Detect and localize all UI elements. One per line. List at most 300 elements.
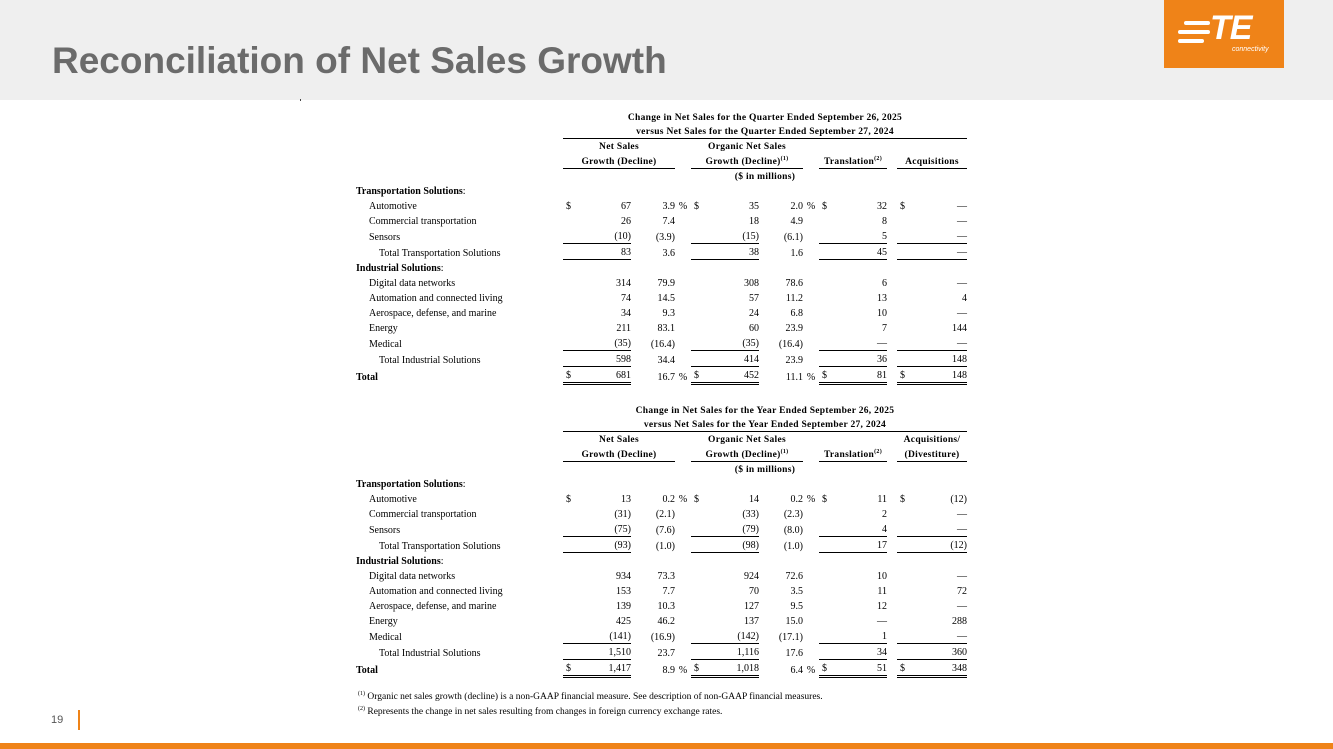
dollar-sign [691,613,701,628]
organic-value: (142) [701,628,759,644]
organic-percent: 2.0 [790,201,803,212]
section-colon: : [462,186,466,197]
percent-sign [675,290,691,305]
net-sales-percent: 46.2 [657,616,675,627]
dollar-sign [819,213,829,228]
spacer [675,432,691,447]
dollar-sign [691,228,701,244]
table-row [356,290,967,305]
organic-percent: 17.6 [785,647,803,659]
dollar-sign [819,583,829,598]
spacer [887,432,897,447]
table-row [356,521,967,537]
spacer [356,403,563,417]
organic-value: (98) [701,537,759,553]
translation-value: 8 [882,216,887,227]
spacer [356,110,563,124]
dollar-sign [819,275,829,290]
spacer [887,335,897,351]
translation-value: 5 [829,228,887,244]
table-title-line2: versus Net Sales for the Quarter Ended September 27, 2024 [563,124,967,139]
spacer [675,446,691,462]
organic-value: (15) [701,228,759,244]
organic-percent: (16.4) [778,338,803,350]
dollar-sign [819,644,829,660]
percent-sign [803,320,819,335]
row-label: Sensors [369,231,401,243]
translation-header [819,153,887,169]
row-label: Aerospace, defense, and marine [369,601,497,612]
acquisitions-value: — [907,244,967,260]
dollar-sign: $ [897,660,907,677]
dollar-sign [691,598,701,613]
percent-sign [675,583,691,598]
section-label-text: Transportation Solutions [356,479,463,490]
translation-value: 45 [829,244,887,260]
translation-value: 34 [829,644,887,660]
organic-value: 1,116 [701,644,759,660]
net-sales-header-line1: Net Sales [599,142,639,152]
table-row [356,305,967,320]
organic-percent: 23.9 [785,354,803,366]
dollar-sign [897,628,907,644]
percent-sign: % [806,201,816,212]
table-row [356,644,967,660]
percent-sign [803,644,819,660]
net-sales-percent: 14.5 [657,293,675,304]
table-row [356,228,967,244]
net-sales-value: 425 [616,616,631,627]
dollar-sign: $ [822,494,827,505]
net-sales-header: Growth (Decline) [563,446,675,462]
section-label-text: Industrial Solutions [356,556,441,567]
dollar-sign [897,506,907,521]
spacer [356,153,563,169]
acquisitions-value: — [957,601,967,612]
table-row [356,367,967,384]
dollar-sign: $ [694,494,699,505]
dollar-sign [819,228,829,244]
organic-percent: 6.4 [790,664,803,676]
spacer [887,491,897,506]
acquisitions-value: — [957,509,967,520]
translation-header [819,446,887,462]
translation-value: 11 [877,586,887,597]
column-header-row [356,446,967,462]
dollar-sign [819,537,829,553]
net-sales-percent: 73.3 [657,571,675,582]
dollar-sign [897,305,907,320]
footnote-1: $^{(1)}$ Organic net sales growth (decline) is a non-GAAP financial measure. See description of non-GAAP financial measures. [358,691,823,702]
percent-sign [803,290,819,305]
units-label: ($ in millions) [734,172,796,182]
te-connectivity-logo [1164,0,1284,68]
organic-header [691,446,803,462]
organic-percent: 15.0 [785,616,803,627]
net-sales-value: 83 [573,244,631,260]
translation-value: 7 [882,323,887,334]
dollar-sign: $ [691,660,701,677]
section-label-text: Transportation Solutions [356,186,463,197]
net-sales-value: 1,510 [573,644,631,660]
table-row [356,275,967,290]
table-row [356,537,967,553]
percent-sign: % [806,494,816,505]
units-label: ($ in millions) [734,465,796,475]
row-label: Digital data networks [369,571,456,582]
spacer [356,432,563,447]
percent-sign [803,228,819,244]
row-label: Sensors [369,524,401,536]
dollar-sign [691,521,701,537]
acquisitions-value: (12) [950,494,967,505]
organic-value: 18 [749,216,759,227]
percent-sign [803,521,819,537]
dollar-sign [819,335,829,351]
row-label: Total Transportation Solutions [379,247,501,259]
percent-sign [675,320,691,335]
dollar-sign [691,275,701,290]
spacer [887,198,897,213]
dollar-sign: $ [563,660,573,677]
percent-sign [803,613,819,628]
net-sales-percent: (7.6) [655,524,675,536]
net-sales-percent: 23.7 [657,647,675,659]
organic-percent: 4.9 [790,216,803,227]
logo-bars-icon [1178,21,1210,43]
acquisitions-header: (Divestiture) [897,446,967,462]
spacer [563,183,967,198]
dollar-sign [819,305,829,320]
percent-sign: % [806,664,816,676]
spacer [887,583,897,598]
row-label: Total [356,664,378,676]
section-row [356,183,967,198]
footnote-ref-1: (1) [780,449,789,455]
net-sales-value: 934 [616,571,631,582]
percent-sign [675,521,691,537]
percent-sign [675,506,691,521]
table-row [356,506,967,521]
table-title-row [356,124,967,139]
net-sales-value: 1,417 [573,660,631,677]
percent-sign: % [678,664,688,676]
spacer [887,275,897,290]
dollar-sign: $ [694,201,699,212]
translation-value: 81 [829,367,887,384]
spacer [803,153,819,169]
net-sales-value: (93) [573,537,631,553]
percent-sign [803,568,819,583]
net-sales-value: (31) [614,509,631,520]
percent-sign [803,335,819,351]
organic-value: 24 [749,308,759,319]
percent-sign [675,335,691,351]
spacer [887,367,897,384]
net-sales-percent: 10.3 [657,601,675,612]
dollar-sign: $ [566,201,571,212]
spacer [887,644,897,660]
dollar-sign: $ [819,367,829,384]
table-row [356,491,967,506]
spacer [887,305,897,320]
section-colon: : [440,556,444,567]
organic-percent: 78.6 [785,278,803,289]
organic-value: 414 [701,351,759,367]
spacer [356,139,563,154]
net-sales-percent: 3.9 [662,201,675,212]
section-label [356,553,563,569]
units-row [356,462,967,477]
net-sales-percent: 0.2 [662,494,675,505]
dollar-sign [563,213,573,228]
percent-sign [675,228,691,244]
net-sales-percent: 79.9 [657,278,675,289]
dollar-sign [691,351,701,367]
dollar-sign: $ [566,494,571,505]
dollar-sign [691,537,701,553]
net-sales-value: (75) [573,521,631,537]
organic-percent: 72.6 [785,571,803,582]
net-sales-percent: 7.7 [662,586,675,597]
footnote-ref-2: (2) [874,449,882,455]
translation-value: 1 [829,628,887,644]
organic-header-text: Growth (Decline) [705,450,781,460]
bottom-accent-bar [0,743,1333,749]
spacer [887,153,897,169]
organic-header-text: Growth (Decline) [705,157,781,167]
percent-sign [675,244,691,260]
dollar-sign [897,213,907,228]
translation-value: 32 [877,201,887,212]
acquisitions-value: — [907,335,967,351]
table-title-row [356,403,967,417]
spacer [887,660,897,677]
net-sales-value: (10) [573,228,631,244]
acquisitions-value: — [957,216,967,227]
dollar-sign [691,305,701,320]
dollar-sign [897,583,907,598]
spacer [675,153,691,169]
page-number: 19 [51,714,64,726]
spacer [887,320,897,335]
row-label: Energy [369,616,398,627]
section-label [356,476,563,491]
net-sales-value: 26 [621,216,631,227]
net-sales-percent: 16.7 [657,371,675,383]
dollar-sign [819,628,829,644]
organic-value: 35 [749,201,759,212]
dollar-sign [897,275,907,290]
dollar-sign [563,537,573,553]
row-label: Automotive [369,201,417,212]
dollar-sign: $ [900,201,905,212]
organic-value: (79) [701,521,759,537]
organic-value: (35) [701,335,759,351]
footnote-2: $^{(2)}$ Represents the change in net sales resulting from changes in foreign currency exchange rates. [358,706,723,717]
row-label: Commercial transportation [369,509,477,520]
dollar-sign [819,568,829,583]
translation-value: 12 [877,601,887,612]
column-header-row [356,153,967,169]
translation-header-text: Translation [823,157,875,167]
spacer [887,139,897,154]
organic-value: 127 [744,601,759,612]
footnote-ref-2: (2) [874,156,882,162]
spacer [887,244,897,260]
dollar-sign [897,537,907,553]
dollar-sign [563,275,573,290]
translation-value: 11 [877,494,887,505]
dollar-sign [563,290,573,305]
dollar-sign [563,335,573,351]
net-sales-percent: (2.1) [655,509,675,520]
dollar-sign [563,628,573,644]
acquisitions-header-line1: Acquisitions/ [903,435,961,445]
organic-percent: 23.9 [785,323,803,334]
net-sales-percent: 3.6 [662,247,675,259]
table-row [356,613,967,628]
dollar-sign [563,351,573,367]
spacer [887,598,897,613]
net-sales-value: 67 [621,201,631,212]
table-title-line1: Change in Net Sales for the Year Ended September 26, 2025 [635,406,895,416]
spacer [887,568,897,583]
spacer [563,260,967,276]
organic-percent: 6.8 [790,308,803,319]
net-sales-value: 74 [621,293,631,304]
dollar-sign: $ [819,660,829,677]
net-sales-percent: 83.1 [657,323,675,334]
dollar-sign [563,244,573,260]
organic-percent: 11.2 [785,293,803,304]
dollar-sign [897,613,907,628]
translation-value: 10 [877,571,887,582]
organic-percent: (6.1) [783,231,803,243]
dollar-sign [563,568,573,583]
table-title-row [356,417,967,432]
table-row [356,198,967,213]
page-number-bar [78,710,80,730]
row-label: Total [356,371,378,383]
percent-sign: % [678,201,688,212]
dollar-sign [897,320,907,335]
row-label: Energy [369,323,398,334]
acquisitions-value: 348 [907,660,967,677]
acquisitions-value: 148 [907,351,967,367]
table-row [356,244,967,260]
net-sales-value: 681 [573,367,631,384]
row-label: Commercial transportation [369,216,477,227]
dollar-sign [819,613,829,628]
row-label: Medical [369,631,402,643]
percent-sign [675,613,691,628]
dollar-sign: $ [691,367,701,384]
percent-sign [803,351,819,367]
acquisitions-value: (12) [907,537,967,553]
percent-sign [675,305,691,320]
acquisitions-value: 144 [952,323,967,334]
footnote-ref-1: (1) [780,156,789,162]
table-row [356,568,967,583]
percent-sign [675,568,691,583]
table-title-line2: versus Net Sales for the Year Ended September 27, 2024 [563,417,967,432]
net-sales-percent: 34.4 [657,354,675,366]
dollar-sign [691,506,701,521]
spacer [563,476,967,491]
spacer [887,613,897,628]
percent-sign [803,506,819,521]
acquisitions-value: — [907,521,967,537]
organic-header [691,153,803,169]
section-label-text: Industrial Solutions [356,263,441,274]
net-sales-percent: 8.9 [662,664,675,676]
acquisitions-value: — [907,628,967,644]
acquisitions-value: — [957,571,967,582]
table-row [356,660,967,677]
row-label: Medical [369,338,402,350]
dollar-sign [563,644,573,660]
translation-header-text: Translation [823,450,875,460]
acquisitions-header-line1 [897,139,967,154]
organic-value: (33) [742,509,759,520]
organic-percent: (17.1) [778,631,803,643]
acquisitions-value: 360 [907,644,967,660]
dollar-sign [563,598,573,613]
spacer [887,537,897,553]
organic-value: 14 [749,494,759,505]
dollar-sign: $ [897,367,907,384]
translation-value: 51 [829,660,887,677]
dollar-sign [691,244,701,260]
table-row [356,351,967,367]
row-label: Digital data networks [369,278,456,289]
dollar-sign [819,244,829,260]
translation-value: — [877,616,887,627]
section-row [356,476,967,491]
row-label: Automation and connected living [369,586,503,597]
row-label: Total Industrial Solutions [379,647,481,659]
organic-value: 57 [749,293,759,304]
organic-value: 308 [744,278,759,289]
organic-percent: 0.2 [790,494,803,505]
year-net-sales-table [356,403,967,678]
spacer [356,417,563,432]
section-colon: : [462,479,466,490]
net-sales-header: Growth (Decline) [563,153,675,169]
organic-value: 38 [701,244,759,260]
percent-sign [675,537,691,553]
acquisitions-value: 148 [907,367,967,384]
net-sales-value: (141) [573,628,631,644]
organic-value: 452 [701,367,759,384]
dollar-sign [897,290,907,305]
table-row [356,320,967,335]
acquisitions-value: — [957,308,967,319]
dollar-sign [819,320,829,335]
dollar-sign [691,320,701,335]
page-title: Reconciliation of Net Sales Growth [52,40,667,81]
spacer [803,446,819,462]
acquisitions-value: — [957,201,967,212]
spacer [563,553,967,569]
table-row [356,583,967,598]
net-sales-percent: (3.9) [655,231,675,243]
percent-sign [675,213,691,228]
table-row [356,335,967,351]
percent-sign: % [678,371,688,383]
percent-sign [803,583,819,598]
